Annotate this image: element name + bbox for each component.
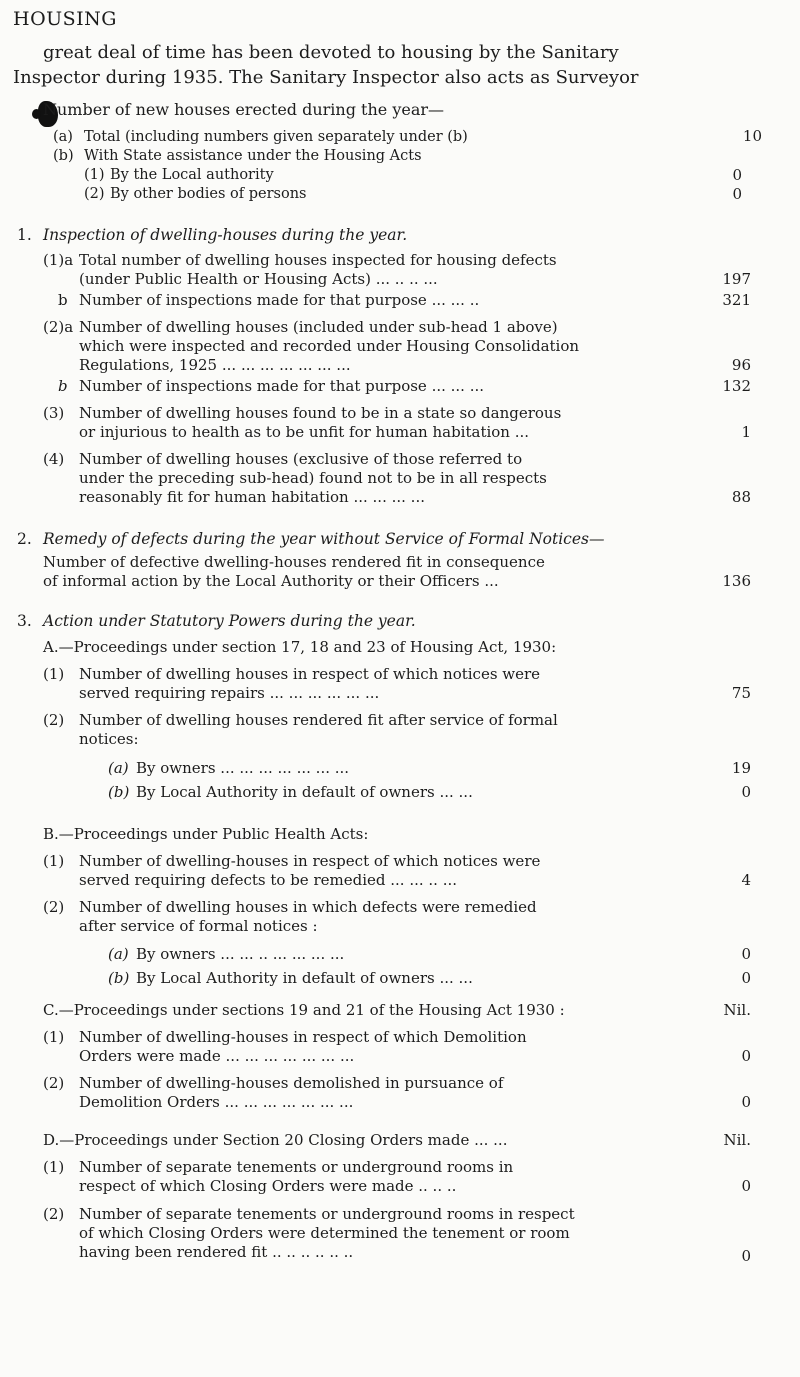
section-3b-sub-a-label: (a) (108, 945, 129, 963)
item-3-value: 1 (741, 423, 751, 441)
item-1a-label: (1)a (43, 251, 74, 269)
section-3-number: 3. (17, 612, 32, 630)
item-2b-label: b (58, 377, 68, 395)
section-3b-sub-a-value: 0 (741, 945, 751, 963)
item-3-line-1: Number of dwelling houses found to be in a state so dangerous (79, 404, 562, 422)
item-1b-value: 321 (722, 291, 751, 309)
item-4-line-3: reasonably fit for human habitation ... ... ... ... (79, 488, 425, 506)
new-houses-b1-value: 0 (732, 166, 742, 184)
section-3a-item-2-line-1: Number of dwelling houses rendered fit after service of formal (79, 711, 558, 729)
intro-line-2: Inspector during 1935. The Sanitary Inspector also acts as Surveyor (13, 67, 639, 88)
section-3d-item-1-value: 0 (741, 1177, 751, 1195)
section-3d-item-2-value: 0 (741, 1247, 751, 1265)
new-houses-b-text: With State assistance under the Housing Acts (84, 148, 422, 164)
section-3c-item-2-line-1: Number of dwelling-houses demolished in pursuance of (79, 1074, 504, 1092)
section-3b-item-1-line-1: Number of dwelling-houses in respect of which notices were (79, 852, 541, 870)
new-houses-b-label: (b) (53, 148, 74, 164)
section-3d-heading: D.—Proceedings under Section 20 Closing Orders made ... ... (43, 1131, 508, 1149)
section-3d-item-2-line-1: Number of separate tenements or underground rooms in respect (79, 1205, 575, 1223)
section-2-title: Remedy of defects during the year without Service of Formal Notices— (43, 530, 605, 548)
section-3d-heading-value: Nil. (723, 1131, 751, 1149)
section-3d-item-1-label: (1) (43, 1158, 65, 1176)
section-3b-sub-b-text: By Local Authority in default of owners ... ... (136, 969, 473, 987)
section-3d-item-1-line-2: respect of which Closing Orders were made .. .. .. (79, 1177, 457, 1195)
item-2a-line-2: which were inspected and recorded under Housing Consolidation (79, 337, 580, 355)
item-1a-value: 197 (722, 270, 751, 288)
item-2a-value: 96 (731, 356, 751, 374)
section-2-line-1: Number of defective dwelling-houses rendered fit in consequence (43, 553, 545, 571)
new-houses-b1-text: By the Local authority (110, 167, 274, 183)
item-4-line-1: Number of dwelling houses (exclusive of those referred to (79, 450, 523, 468)
section-1-number: 1. (17, 226, 32, 244)
section-3a-item-1-label: (1) (43, 665, 65, 683)
section-3b-item-1-value: 4 (741, 871, 751, 889)
section-3c-item-1-line-2: Orders were made ... ... ... ... ... ... ... (79, 1047, 355, 1065)
new-houses-b2-value: 0 (732, 185, 742, 203)
item-1a-line-2: (under Public Health or Housing Acts) ... .. .. ... (79, 270, 438, 288)
section-3d-item-2-line-3: having been rendered fit .. .. .. .. .. .. (79, 1243, 354, 1261)
section-3d-item-1-line-1: Number of separate tenements or underground rooms in (79, 1158, 514, 1176)
section-3a-sub-b-label: (b) (108, 783, 130, 801)
new-houses-heading: Number of new houses erected during the year— (43, 100, 445, 119)
section-3a-heading: A.—Proceedings under section 17, 18 and 23 of Housing Act, 1930: (43, 638, 557, 656)
item-4-line-2: under the preceding sub-head) found not to be in all respects (79, 469, 547, 487)
section-3d-item-2-label: (2) (43, 1205, 65, 1223)
new-houses-a-text: Total (including numbers given separately under (b) (84, 129, 468, 145)
section-3c-heading: C.—Proceedings under sections 19 and 21 of the Housing Act 1930 : (43, 1001, 565, 1019)
section-3a-item-2-line-2: notices: (79, 730, 139, 748)
section-3a-sub-b-text: By Local Authority in default of owners ... ... (136, 783, 473, 801)
section-2-line-2: of informal action by the Local Authority or their Officers ... (43, 572, 499, 590)
new-houses-b2-label: (2) (84, 186, 105, 202)
section-3a-item-1-line-1: Number of dwelling houses in respect of which notices were (79, 665, 541, 683)
section-3a-item-2-label: (2) (43, 711, 65, 729)
section-3a-sub-a-text: By owners ... ... ... ... ... ... ... (136, 759, 350, 777)
section-3a-item-1-line-2: served requiring repairs ... ... ... ... ... ... (79, 684, 380, 702)
section-3c-item-1-line-1: Number of dwelling-houses in respect of which Demolition (79, 1028, 527, 1046)
item-3-label: (3) (43, 404, 65, 422)
section-3b-item-2-line-2: after service of formal notices : (79, 917, 318, 935)
section-3c-heading-value: Nil. (723, 1001, 751, 1019)
item-4-label: (4) (43, 450, 65, 468)
item-1b-label: b (58, 291, 68, 309)
section-3a-sub-a-label: (a) (108, 759, 129, 777)
section-3a-item-1-value: 75 (731, 684, 751, 702)
section-3b-sub-b-value: 0 (741, 969, 751, 987)
section-2-number: 2. (17, 530, 32, 548)
section-3b-heading: B.—Proceedings under Public Health Acts: (43, 825, 369, 843)
item-1b-text: Number of inspections made for that purpose ... ... .. (79, 291, 480, 309)
section-2-value: 136 (722, 572, 751, 590)
new-houses-b1-label: (1) (84, 167, 105, 183)
item-4-value: 88 (731, 488, 751, 506)
section-3b-item-1-label: (1) (43, 852, 65, 870)
section-3b-item-2-line-1: Number of dwelling houses in which defects were remedied (79, 898, 537, 916)
item-2a-line-1: Number of dwelling houses (included under sub-head 1 above) (79, 318, 558, 336)
page-title: HOUSING (13, 8, 117, 30)
section-3b-sub-b-label: (b) (108, 969, 130, 987)
section-1-title: Inspection of dwelling-houses during the year. (43, 226, 408, 244)
section-3a-sub-b-value: 0 (741, 783, 751, 801)
section-3c-item-2-value: 0 (741, 1093, 751, 1111)
section-3b-sub-a-text: By owners ... ... .. ... ... ... ... (136, 945, 345, 963)
section-3c-item-1-value: 0 (741, 1047, 751, 1065)
section-3-title: Action under Statutory Powers during the year. (43, 612, 416, 630)
item-2b-text: Number of inspections made for that purpose ... ... ... (79, 377, 485, 395)
item-3-line-2: or injurious to health as to be unfit for human habitation ... (79, 423, 530, 441)
section-3b-item-1-line-2: served requiring defects to be remedied ... ... .. ... (79, 871, 457, 889)
intro-line-1: great deal of time has been devoted to housing by the Sanitary (43, 42, 619, 63)
item-2a-line-3: Regulations, 1925 ... ... ... ... ... ... ... (79, 356, 351, 374)
new-houses-a-value: 10 (742, 127, 762, 145)
section-3c-item-2-label: (2) (43, 1074, 65, 1092)
section-3c-item-2-line-2: Demolition Orders ... ... ... ... ... ... ... (79, 1093, 354, 1111)
new-houses-a-label: (a) (53, 129, 73, 145)
item-2b-value: 132 (722, 377, 751, 395)
item-2a-label: (2)a (43, 318, 74, 336)
intro-paragraph (13, 40, 788, 90)
new-houses-b2-text: By other bodies of persons (110, 186, 307, 202)
section-3c-item-1-label: (1) (43, 1028, 65, 1046)
section-3d-item-2-line-2: of which Closing Orders were determined the tenement or room (79, 1224, 570, 1242)
section-3a-sub-a-value: 19 (731, 759, 751, 777)
section-3b-item-2-label: (2) (43, 898, 65, 916)
item-1a-line-1: Total number of dwelling houses inspected for housing defects (79, 251, 557, 269)
